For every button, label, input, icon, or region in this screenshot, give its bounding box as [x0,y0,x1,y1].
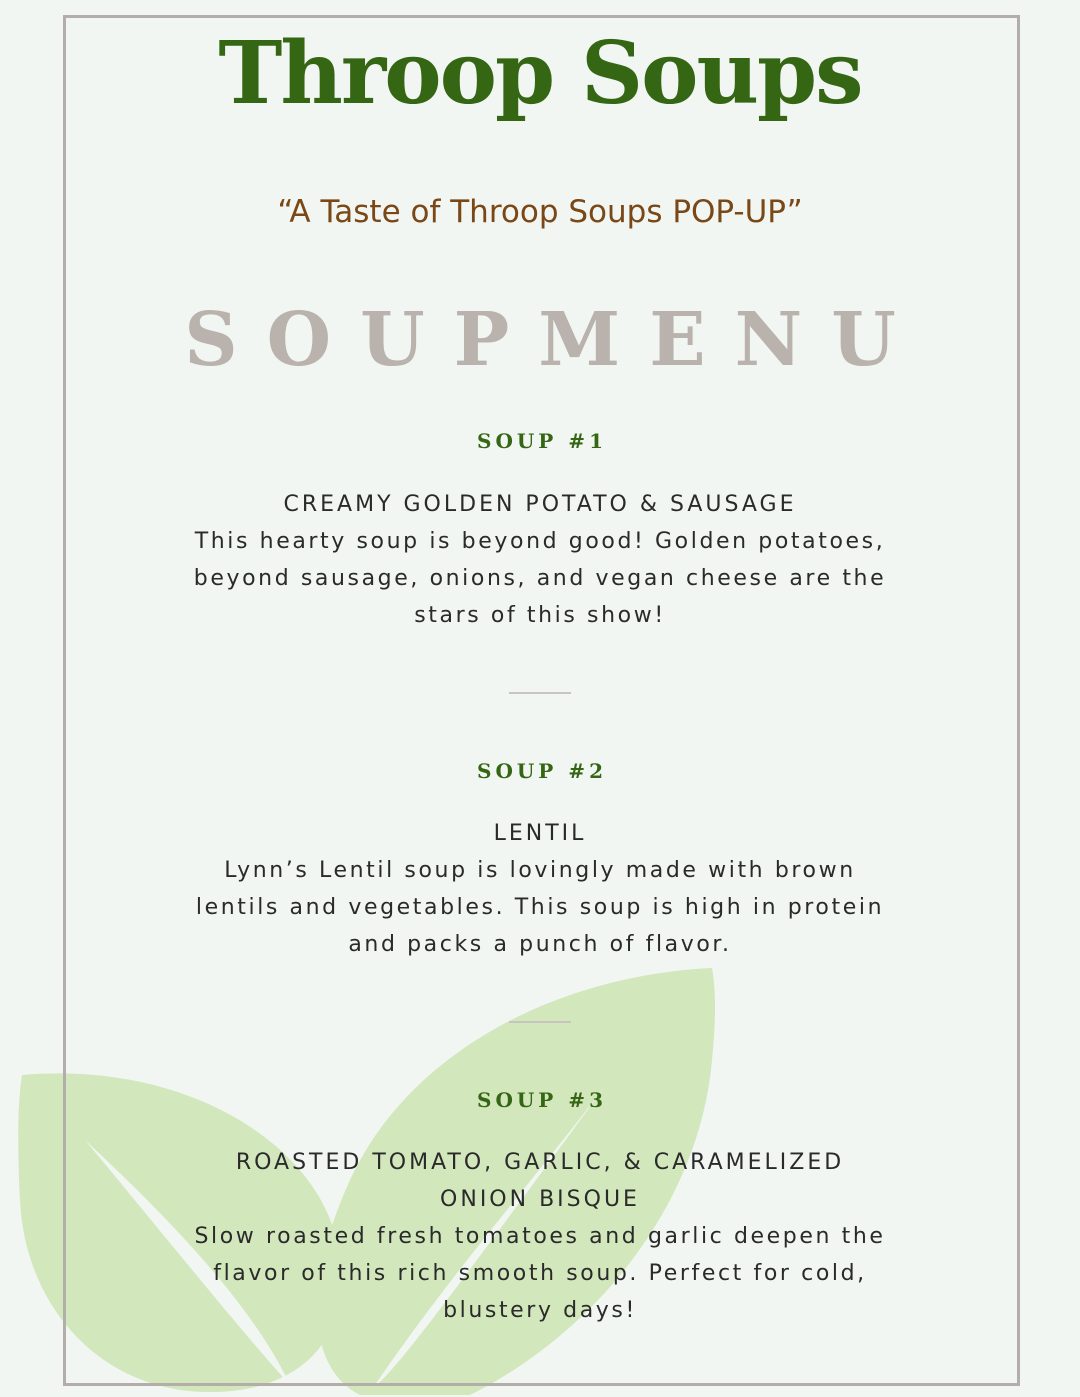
soup-3-label: SOUP #3 [477,1088,607,1112]
soup-3-description: Slow roasted fresh tomatoes and garlic deepen the flavor of this rich smooth soup. Perfect for cold, blustery days! [194,1224,886,1323]
soup-2-name: LENTIL [493,821,587,846]
section-divider [509,692,571,694]
soup-2-label: SOUP #2 [477,759,607,783]
section-divider [509,1021,571,1023]
soup-1-description: This hearty soup is beyond good! Golden potatoes, beyond sausage, onions, and vegan cheese are the stars of this show! [193,529,887,628]
menu-heading: SOUPMENU [184,297,925,383]
brand-title: Throop Soups [218,23,862,124]
event-tagline: “A Taste of Throop Soups POP-UP” [277,194,803,230]
soup-1-name: CREAMY GOLDEN POTATO & SAUSAGE [283,492,797,517]
soup-1-label: SOUP #1 [477,429,607,453]
soup-2-description: Lynn’s Lentil soup is lovingly made with brown lentils and vegetables. This soup is high in protein and packs a punch of flavor. [195,858,885,957]
soup-3-name: ROASTED TOMATO, GARLIC, & CARAMELIZED ONION BISQUE [235,1150,845,1212]
